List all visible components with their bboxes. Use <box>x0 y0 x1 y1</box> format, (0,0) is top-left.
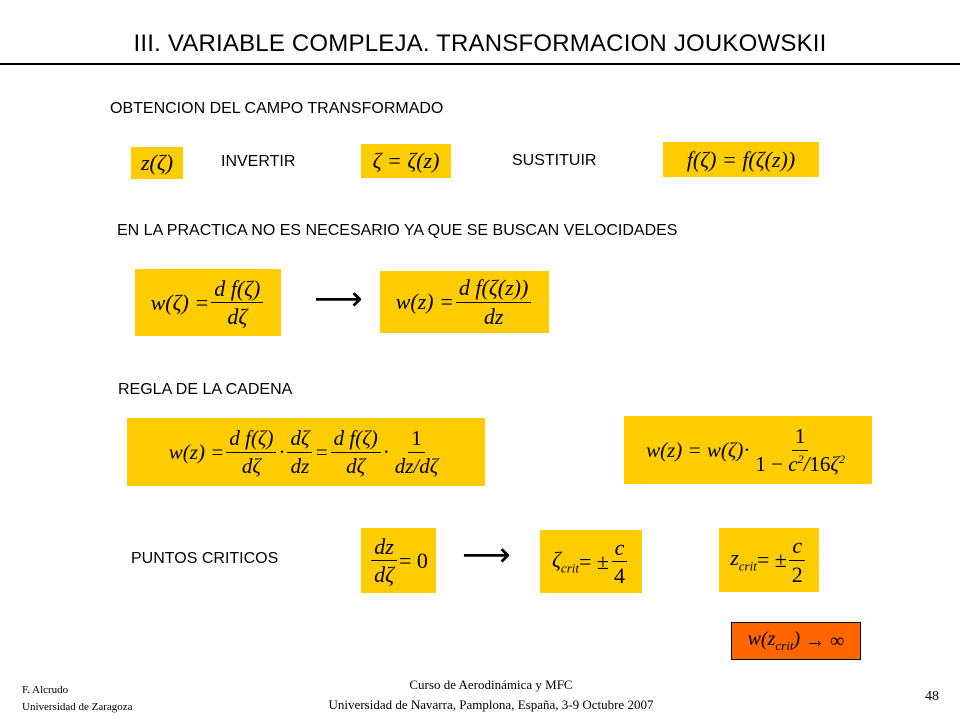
title-divider <box>0 63 960 65</box>
right-arrow-icon: ⟶ <box>462 535 511 575</box>
chain-rule-label: REGLA DE LA CADENA <box>118 381 293 398</box>
formula-zeta-of-z: ζ = ζ(z) <box>361 144 451 178</box>
section-heading: OBTENCION DEL CAMPO TRANSFORMADO <box>110 100 444 117</box>
slide-title: III. VARIABLE COMPLEJA. TRANSFORMACION JOUKOWSKII <box>133 30 827 57</box>
formula-z-crit: $z_{crit}$ = ± $\frac{c}{2}$ <box>719 528 819 592</box>
formula-chain-rule: w(z) = $\frac{\text{d f(ζ)}}{d\zeta}$ · $\frac{d\zeta}{dz}$ = $\frac{\text{d f(ζ)}}{d\zeta}$ · $\frac{1}{dz/d\zeta}$ <box>127 418 485 486</box>
footer-affiliation: Universidad de Zaragoza <box>22 701 133 713</box>
formula-joukowski-velocity: w(z) = w(ζ) · $\frac{1}{1 - c^2/16\zeta^2}$ <box>624 416 872 484</box>
formula-z-of-zeta: z(ζ) <box>131 147 183 179</box>
step-invert-label: INVERTIR <box>221 153 296 170</box>
formula-w-zcrit-infinity: $w(z_{crit})$ → ∞ <box>731 622 861 660</box>
right-arrow-icon: ⟶ <box>314 279 363 319</box>
formula-zeta-crit: $\zeta_{crit}$ = ± $\frac{c}{4}$ <box>540 530 642 593</box>
page-number: 48 <box>925 689 939 704</box>
formula-w-z: w(z) = $\frac{\text{d f(ζ(z))}}{dz}$ <box>380 271 549 333</box>
footer-venue: Universidad de Navarra, Pamplona, España, 3-9 Octubre 2007 <box>328 697 654 712</box>
critical-points-label: PUNTOS CRITICOS <box>131 550 279 567</box>
velocities-note: EN LA PRACTICA NO ES NECESARIO YA QUE SE BUSCAN VELOCIDADES <box>117 222 678 239</box>
formula-dz-dzeta-zero: $\frac{dz}{d\zeta}$ = 0 <box>361 528 436 593</box>
step-substitute-label: SUSTITUIR <box>512 152 597 169</box>
footer-course: Curso de Aerodinámica y MFC <box>409 677 573 692</box>
formula-w-zeta: w(ζ) = $\frac{\text{d f(ζ)}}{d\zeta}$ <box>135 269 281 336</box>
footer-author: F. Alcrudo <box>22 684 69 696</box>
formula-f-substituted: f(ζ) = f(ζ(z)) <box>663 142 819 177</box>
